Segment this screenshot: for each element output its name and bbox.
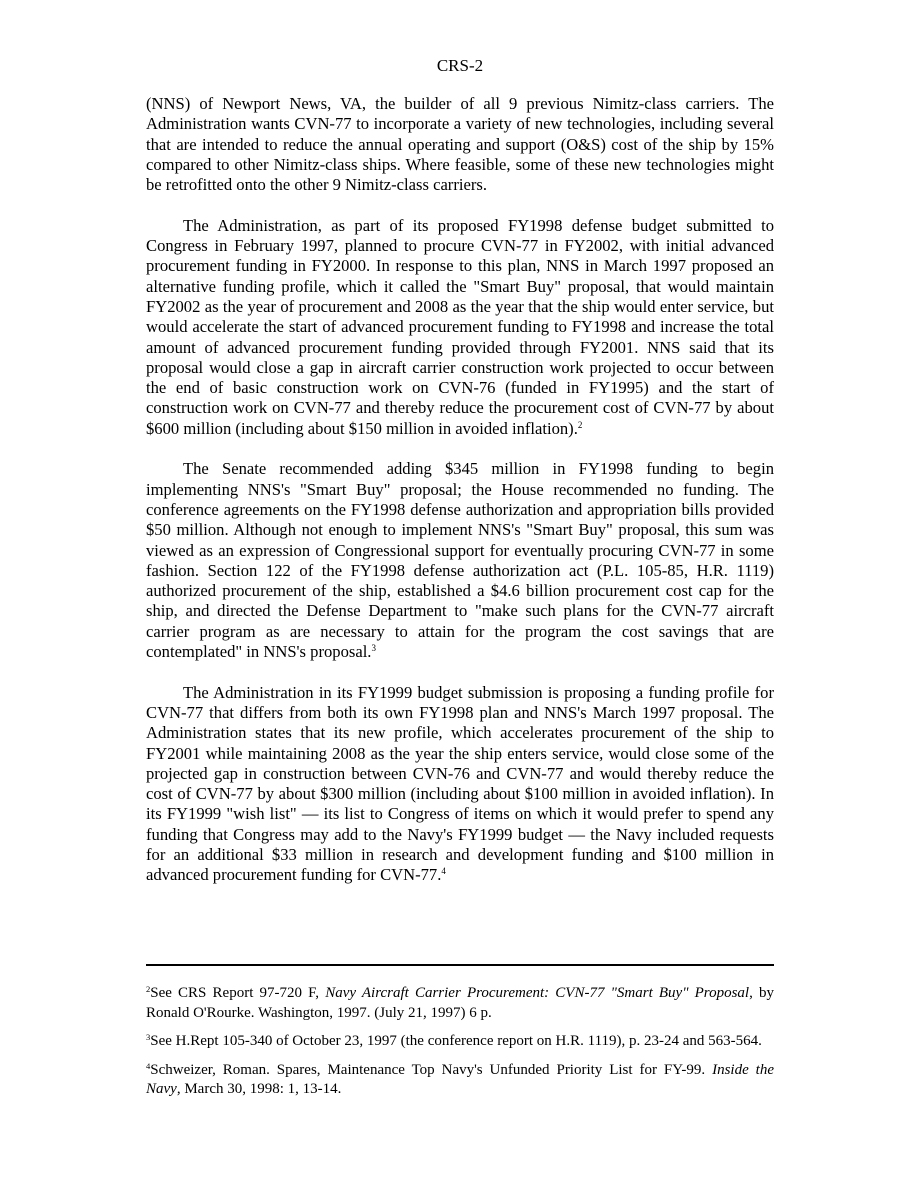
footnote-divider <box>146 964 774 966</box>
footnote-number: 4 <box>146 1060 151 1071</box>
page-header <box>146 56 774 76</box>
paragraph: The Administration, as part of its proposed FY1998 defense budget submitted to Congress in February 1997, planned to procure CVN-77 in FY2002, with initial advanced procurement funding in FY2000. In response to this plan, NNS in March 1997 proposed an alternative funding profile, which it called the "Smart Buy" proposal, that would maintain FY2002 as the year of procurement and 2008 as the year that the ship would enter service, but would accelerate the start of advanced procurement funding to FY1998 and increase the total amount of advanced procurement funding provided through FY2001. NNS said that its proposal would close a gap in aircraft carrier construction work projected to occur between the end of basic construction work on CVN-76 (funded in FY1995) and the start of construction work on CVN-77 and thereby reduce the procurement cost of CVN-77 by about $600 million (including about $150 million in avoided inflation).$^2$ <box>146 215 774 438</box>
footnote-number: 3 <box>146 1032 151 1042</box>
page-label: CRS-2 <box>436 56 484 75</box>
footnote-number: 2 <box>146 984 151 994</box>
paragraph: The Administration in its FY1999 budget submission is proposing a funding profile for CVN-77 that differs from both its own FY1998 plan and NNS's March 1997 proposal. The Administration states that its new profile, which accelerates procurement of the ship to FY2001 while maintaining 2008 as the year the ship enters service, would close some of the projected gap in construction between CVN-76 and CVN-77 and would thereby reduce the cost of CVN-77 by about $300 million (including about $100 million in avoided inflation). In its FY1999 "wish list" — its list to Congress of items on which it would prefer to spend any funding that Congress may add to the Navy's FY1999 budget — the Navy included requests for an additional $33 million in research and development funding and $100 million in advanced procurement funding for CVN-77.$^4$ <box>146 682 774 885</box>
body-text <box>146 94 774 906</box>
footnote-ref[interactable]: 3 <box>371 643 376 654</box>
paragraph: The Senate recommended adding $345 million in FY1998 funding to begin implementing NNS's "Smart Buy" proposal; the House recommended no funding. The conference agreements on the FY1998 defense authorization and appropriation bills provided $50 million. Although not enough to implement NNS's "Smart Buy" proposal, this sum was viewed as an expression of Congressional support for eventually procuring CVN-77 in some fashion. Section 122 of the FY1998 defense authorization act (P.L. 105-85, H.R. 1119) authorized procurement of the ship, established a $4.6 billion procurement cost cap for the ship, and directed the Defense Department to "make such plans for the CVN-77 aircraft carrier program as are necessary to attain for the program the cost savings that are contemplated" in NNS's proposal.$^3$ <box>146 459 774 662</box>
footnote: $^3$See H.Rept 105-340 of October 23, 1997 (the conference report on H.R. 1119), p. 23-24 and 563-564. <box>146 1032 762 1049</box>
footnote-ref[interactable]: 2 <box>577 419 583 430</box>
footnotes <box>146 984 774 1109</box>
footnote: $^4$Schweizer, Roman. Spares, Maintenance Top Navy's Unfunded Priority List for FY-99. Inside the Navy, March 30, 1998: 1, 13-14. <box>146 1060 774 1097</box>
paragraph: (NNS) of Newport News, VA, the builder of all 9 previous Nimitz-class carriers. The Administration wants CVN-77 to incorporate a variety of new technologies, including several that are intended to reduce the annual operating and support (O&S) cost of the ship by 15% compared to other Nimitz-class ships. Where feasible, some of these new technologies might be retrofitted onto the other 9 Nimitz-class carriers. <box>146 94 774 195</box>
footnote: $^2$See CRS Report 97-720 F, Navy Aircraft Carrier Procurement: CVN-77 "Smart Buy" Proposal, by Ronald O'Rourke. Washington, 1997. (July 21, 1997) 6 p. <box>146 984 774 1021</box>
footnote-ref[interactable]: 4 <box>441 866 446 877</box>
